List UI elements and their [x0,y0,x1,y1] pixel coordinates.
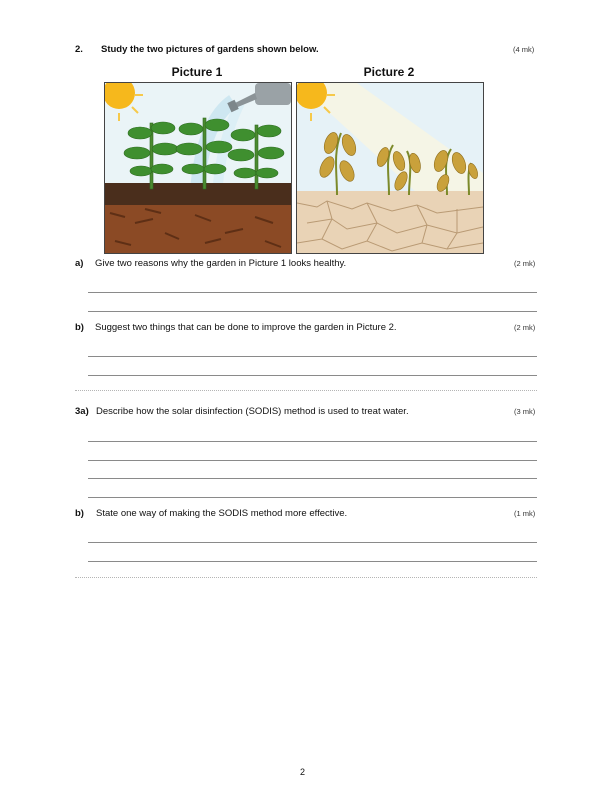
healthy-garden-illustration [105,83,291,253]
question-2a-label: a) [75,258,84,269]
question-2b-marks: (2 mk) [514,323,536,332]
question-2a-marks: (2 mk) [514,259,536,268]
answer-line[interactable] [88,497,537,498]
picture-2-dry-garden [296,82,484,254]
question-2-text: Study the two pictures of gardens shown below. [101,44,319,55]
answer-line[interactable] [88,375,537,376]
question-3b-text: State one way of making the SODIS method more effective. [96,508,348,519]
answer-line[interactable] [88,460,537,461]
question-3a-label: 3a) [75,406,89,417]
picture-1-title: Picture 1 [171,65,223,79]
question-2b-label: b) [75,322,84,333]
answer-line[interactable] [88,478,537,479]
question-2-marks: (4 mk) [513,45,535,54]
answer-line[interactable] [88,561,537,562]
question-3a-marks: (3 mk) [514,407,536,416]
answer-line[interactable] [88,542,537,543]
answer-line[interactable] [88,311,537,312]
picture-2-title: Picture 2 [363,65,415,79]
question-3b-marks: (1 mk) [514,509,536,518]
question-3b-label: b) [75,508,84,519]
question-3a-text: Describe how the solar disinfection (SODIS) method is used to treat water. [96,406,409,417]
answer-line[interactable] [88,292,537,293]
dry-garden-illustration [297,83,483,253]
question-2-number: 2. [75,44,83,55]
page-number: 2 [300,767,306,777]
section-divider [75,390,537,391]
answer-line[interactable] [88,356,537,357]
answer-line[interactable] [88,441,537,442]
question-2a-text: Give two reasons why the garden in Picture 1 looks healthy. [95,258,347,269]
picture-1-healthy-garden [104,82,292,254]
section-divider [75,577,537,578]
question-2b-text: Suggest two things that can be done to improve the garden in Picture 2. [95,322,397,333]
